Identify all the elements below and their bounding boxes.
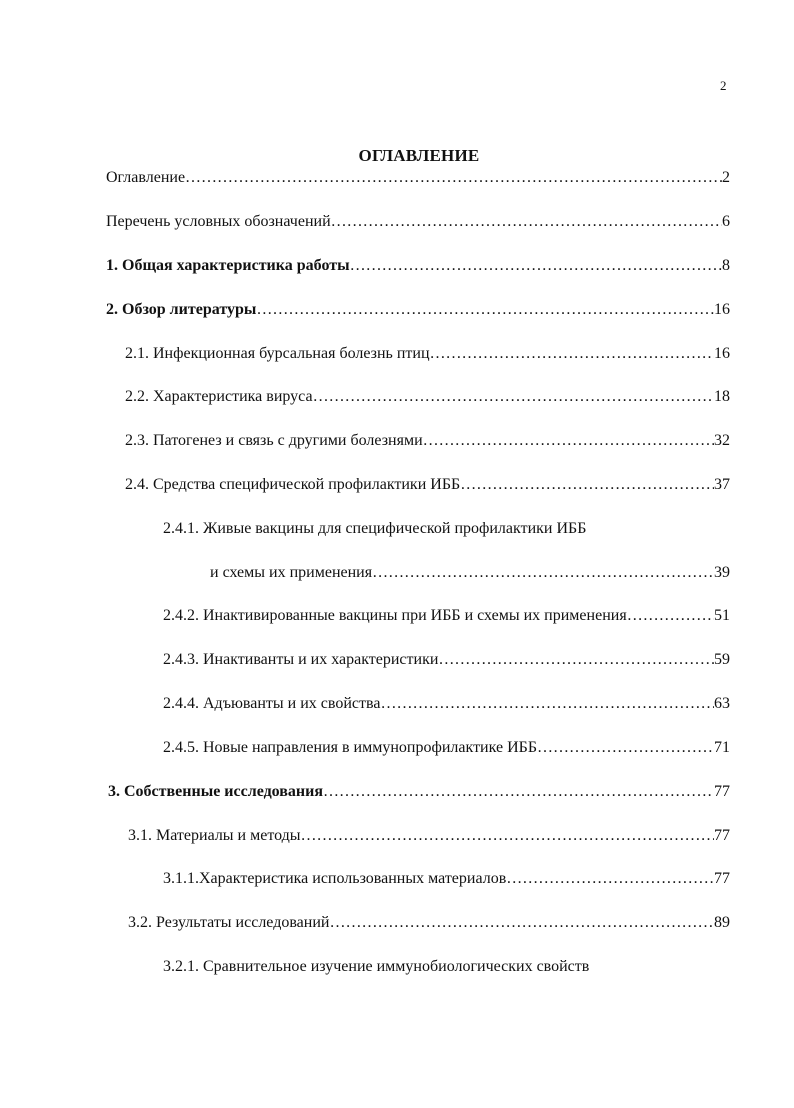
page-number: 2 bbox=[720, 78, 727, 93]
dot-leader bbox=[313, 387, 714, 407]
dot-leader bbox=[372, 563, 714, 583]
toc-entry-2-4-2 bbox=[163, 606, 730, 626]
toc-entry-label: 1. Общая характеристика работы bbox=[106, 257, 350, 274]
toc-entry-2-3 bbox=[125, 431, 730, 451]
toc-entry-label: 2.4.1. Живые вакцины для специфической профилактики ИББ bbox=[163, 520, 587, 537]
dot-leader bbox=[438, 650, 714, 670]
toc-entry-label: 2.4.2. Инактивированные вакцины при ИББ и схемы их применения bbox=[163, 607, 627, 624]
toc-entry-label: 2.3. Патогенез и связь с другими болезнями bbox=[125, 432, 423, 449]
toc-page-number: 63 bbox=[714, 695, 730, 712]
toc-entry-3-2-1 bbox=[163, 957, 589, 977]
toc-entry-2-4-5 bbox=[163, 738, 730, 758]
toc-page-number: 6 bbox=[722, 213, 730, 230]
toc-page-number: 77 bbox=[714, 783, 730, 800]
toc-entry-label: 2.4.5. Новые направления в иммунопрофилактике ИББ bbox=[163, 739, 538, 756]
toc-page-number: 71 bbox=[714, 739, 730, 756]
toc-entry-label: 2.2. Характеристика вируса bbox=[125, 388, 313, 405]
toc-entry-label: 2. Обзор литературы bbox=[106, 301, 257, 318]
toc-entry-2-1 bbox=[125, 344, 730, 364]
toc-entry-label: 2.4.3. Инактиванты и их характеристики bbox=[163, 651, 439, 668]
toc-entry-2-4-4 bbox=[163, 694, 730, 714]
dot-leader bbox=[323, 782, 714, 802]
toc-entry-label: 3. Собственные исследования bbox=[108, 783, 324, 800]
toc-entry-label: 3.2. Результаты исследований bbox=[128, 914, 330, 931]
toc-entry-label: и схемы их применения bbox=[210, 564, 373, 581]
toc-entry-2-4 bbox=[125, 475, 730, 495]
toc-entry-chapter-2 bbox=[106, 300, 730, 320]
toc-entry-label: 2.4.4. Адъюванты и их свойства bbox=[163, 695, 381, 712]
dot-leader bbox=[185, 168, 722, 188]
dot-leader bbox=[331, 212, 722, 232]
dot-leader bbox=[380, 694, 714, 714]
toc-page-number: 16 bbox=[714, 345, 730, 362]
toc-page-number: 51 bbox=[714, 607, 730, 624]
toc-page-number: 77 bbox=[714, 870, 730, 887]
toc-entry-contents bbox=[106, 168, 730, 188]
dot-leader bbox=[506, 869, 714, 889]
toc-page-number: 37 bbox=[714, 476, 730, 493]
toc-page-number: 32 bbox=[714, 432, 730, 449]
toc-page-number: 77 bbox=[714, 827, 730, 844]
dot-leader bbox=[627, 606, 714, 626]
dot-leader bbox=[537, 738, 714, 758]
toc-entry-label: 3.1. Материалы и методы bbox=[128, 827, 301, 844]
page-title: ОГЛАВЛЕНИЕ bbox=[358, 146, 480, 165]
toc-entry-3-1-1 bbox=[163, 869, 730, 889]
dot-leader bbox=[430, 344, 714, 364]
toc-entry-label: 2.1. Инфекционная бурсальная болезнь птиц bbox=[125, 345, 430, 362]
dot-leader bbox=[329, 913, 714, 933]
toc-entry-label: 3.2.1. Сравнительное изучение иммунобиологических свойств bbox=[163, 958, 590, 975]
dot-leader bbox=[350, 256, 722, 276]
toc-page-number: 18 bbox=[714, 388, 730, 405]
toc-entry-2-4-3 bbox=[163, 650, 730, 670]
dot-leader bbox=[460, 475, 714, 495]
toc-entry-chapter-3 bbox=[108, 782, 730, 802]
toc-page-number: 16 bbox=[714, 301, 730, 318]
toc-entry-2-4-1-line2 bbox=[210, 563, 730, 583]
toc-page-number: 8 bbox=[722, 257, 730, 274]
dot-leader bbox=[301, 826, 714, 846]
toc-entry-label: Перечень условных обозначений bbox=[106, 213, 331, 230]
toc-entry-2-4-1-line1 bbox=[163, 519, 586, 539]
toc-entry-label: 2.4. Средства специфической профилактики ИББ bbox=[125, 476, 461, 493]
toc-page-number: 39 bbox=[714, 564, 730, 581]
toc-entry-3-2 bbox=[128, 913, 730, 933]
toc-page-number: 59 bbox=[714, 651, 730, 668]
toc-entry-label: Оглавление bbox=[106, 169, 186, 186]
toc-page-number: 2 bbox=[722, 169, 730, 186]
dot-leader bbox=[256, 300, 714, 320]
dot-leader bbox=[423, 431, 714, 451]
toc-entry-2-2 bbox=[125, 387, 730, 407]
toc-page-number: 89 bbox=[714, 914, 730, 931]
toc-entry-chapter-1 bbox=[106, 256, 730, 276]
toc-entry-3-1 bbox=[128, 826, 730, 846]
toc-entry-label: 3.1.1.Характеристика использованных материалов bbox=[163, 870, 507, 887]
toc-entry-abbreviations bbox=[106, 212, 730, 232]
